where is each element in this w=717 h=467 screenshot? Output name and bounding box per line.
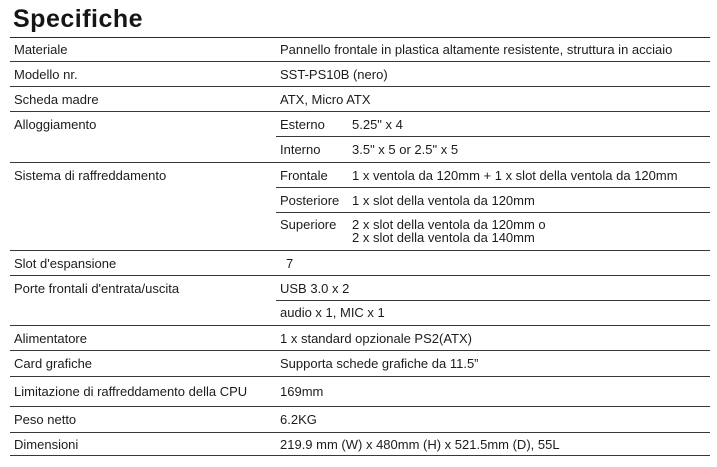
table-row-materiale (10, 38, 710, 62)
row-label: Limitazione di raffreddamento della CPU (14, 384, 248, 399)
row-label: Card grafiche (14, 356, 93, 371)
table-row-alloggiamento (10, 112, 710, 163)
page-title: Specifiche (13, 5, 144, 33)
sub-value (352, 218, 710, 250)
row-label: Alimentatore (14, 331, 87, 346)
table-row-porte-frontali (10, 276, 710, 326)
row-value: 6.2KG (280, 412, 317, 427)
row-value: 169mm (280, 384, 324, 399)
row-label: Materiale (14, 42, 68, 57)
spec-table (10, 37, 710, 456)
row-value: 219.9 mm (W) x 480mm (H) x 521.5mm (D), 55L (280, 437, 560, 452)
row-value: Pannello frontale in plastica altamente resistente, struttura in acciaio (280, 42, 673, 57)
sub-value: 1 x ventola da 120mm + 1 x slot della ventola da 120mm (352, 168, 678, 183)
row-label: Alloggiamento (14, 117, 97, 132)
sub-value: 5.25" x 4 (352, 117, 403, 132)
table-row-modello (10, 62, 710, 87)
table-row-slot-espansione (10, 251, 710, 276)
sub-row-usb (276, 276, 710, 301)
row-value: Supporta schede grafiche da 11.5” (280, 356, 479, 371)
row-value: 1 x standard opzionale PS2(ATX) (280, 331, 472, 346)
sub-label: Superiore (280, 217, 337, 232)
sub-row-frontale (276, 163, 710, 188)
sub-row-audio (276, 301, 710, 325)
sub-label: Frontale (280, 168, 328, 183)
sub-label: Interno (280, 142, 321, 157)
row-value: 7 (286, 256, 294, 271)
table-row-card-grafiche (10, 351, 710, 377)
row-label: Sistema di raffreddamento (14, 168, 167, 183)
row-label: Dimensioni (14, 437, 79, 452)
sub-label: Esterno (280, 117, 325, 132)
sub-value: 1 x slot della ventola da 120mm (352, 193, 535, 208)
sub-row-superiore (276, 213, 710, 250)
sub-row-interno (276, 137, 710, 162)
sub-row-posteriore (276, 188, 710, 213)
sub-value-line: 2 x slot della ventola da 140mm (352, 230, 535, 245)
row-value: SST-PS10B (nero) (280, 67, 388, 82)
table-row-peso-netto (10, 407, 710, 433)
sub-value: 3.5" x 5 or 2.5" x 5 (352, 142, 459, 157)
table-row-raffreddamento (10, 163, 710, 251)
row-label: Modello nr. (14, 67, 78, 82)
sub-row-esterno (276, 112, 710, 137)
sub-rows (276, 163, 710, 250)
sub-value-line: 2 x slot della ventola da 120mm o (352, 217, 546, 232)
sub-label: Posteriore (280, 193, 340, 208)
row-label: Porte frontali d'entrata/uscita (14, 281, 180, 296)
sub-rows (276, 112, 710, 162)
row-label: Peso netto (14, 412, 77, 427)
sub-value: USB 3.0 x 2 (280, 281, 350, 296)
row-label: Scheda madre (14, 92, 99, 107)
row-label: Slot d'espansione (14, 256, 117, 271)
table-row-alimentatore (10, 326, 710, 351)
sub-value: audio x 1, MIC x 1 (280, 305, 385, 320)
sub-rows (276, 276, 710, 325)
table-row-limitazione-cpu (10, 377, 710, 407)
table-row-scheda-madre (10, 87, 710, 112)
table-row-dimensioni (10, 433, 710, 456)
row-value: ATX, Micro ATX (280, 92, 371, 107)
